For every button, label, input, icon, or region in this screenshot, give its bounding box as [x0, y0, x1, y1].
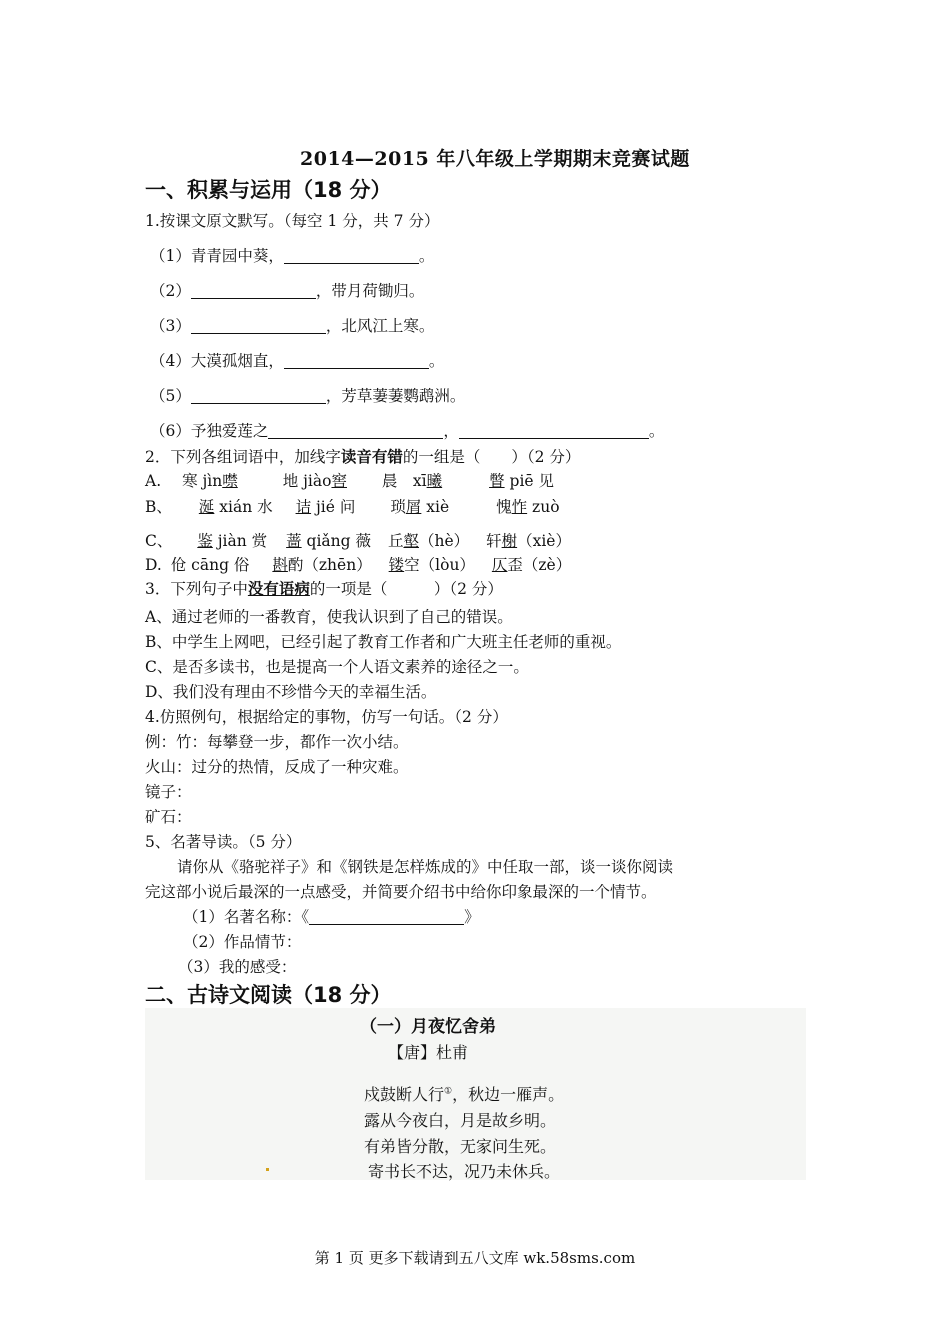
answer-blank[interactable] [191, 387, 326, 404]
q4-ore: 矿石： [145, 808, 192, 826]
q2-stem: 2．下列各组词语中，加线字读音有错的一组是（ ）（2 分） [145, 447, 581, 466]
page-footer: 第 1 页 更多下载请到五八文库 wk.58sms.com [314, 1249, 636, 1267]
q1-item-6: （6）予独爱莲之 ， 。 [150, 422, 665, 440]
q3-stem: 3．下列句子中没有语病的一项是（ ）（2 分） [145, 579, 503, 598]
q5-field-plot: （2）作品情节： [183, 933, 302, 951]
q5-field-title: （1）名著名称：《 》 [183, 908, 480, 926]
q3-option-b: B、中学生上网吧，已经引起了教育工作者和广大班主任老师的重视。 [145, 633, 622, 651]
book-title-blank[interactable] [309, 908, 464, 925]
poem-line-3: 有弟皆分散，无家问生死。 [364, 1137, 557, 1156]
section2-heading: 二、古诗文阅读（18 分） [145, 983, 392, 1007]
poem-author: 【唐】杜甫 [388, 1043, 469, 1062]
q1-item-1: （1）青青园中葵， 。 [150, 247, 435, 265]
poem-line-2: 露从今夜白，月是故乡明。 [364, 1111, 557, 1130]
q1-item-5: （5） ，芳草萋萋鹦鹉洲。 [150, 387, 466, 405]
q4-stem: 4.仿照例句，根据给定的事物，仿写一句话。（2 分） [145, 708, 508, 726]
q5-stem: 5、名著导读。（5 分） [145, 833, 302, 851]
poem-line-1: 戍鼓断人行①，秋边一雁声。 [364, 1085, 565, 1104]
q2-option-b: B、 涎 xián 水 诘 jié 问 琐屑 xiè 愧怍 zuò [145, 498, 560, 516]
q5-paragraph-1: 请你从《骆驼祥子》和《钢铁是怎样炼成的》中任取一部，谈一谈你阅读 [177, 858, 674, 876]
q1-stem: 1.按课文原文默写。（每空 1 分，共 7 分） [145, 212, 440, 230]
answer-blank[interactable] [459, 422, 649, 439]
stray-dot [266, 1168, 269, 1171]
footnote-marker: ① [444, 1086, 453, 1097]
answer-blank[interactable] [284, 247, 419, 264]
q4-example: 例：竹：每攀登一步，都作一次小结。 [145, 733, 409, 751]
q4-volcano: 火山：过分的热情，反成了一种灾难。 [145, 758, 409, 776]
q2-option-c: C、 鉴 jiàn 赏 蔷 qiǎng 薇 丘壑（hè） 轩榭（xiè） [145, 532, 571, 550]
section1-heading: 一、积累与运用（18 分） [145, 178, 392, 202]
q1-item-2: （2） ，带月荷锄归。 [150, 282, 425, 300]
q4-mirror: 镜子： [145, 783, 192, 801]
q5-field-feeling: （3）我的感受： [178, 958, 297, 976]
answer-blank[interactable] [191, 317, 326, 334]
answer-blank[interactable] [268, 422, 443, 439]
q3-option-a: A、通过老师的一番教育，使我认识到了自己的错误。 [145, 608, 513, 626]
q2-option-d: D. 伧 cāng 俗 斟酌（zhēn） 镂空（lòu） 仄歪（zè） [145, 556, 572, 574]
q3-option-d: D、我们没有理由不珍惜今天的幸福生活。 [145, 683, 437, 701]
poem-title: （一）月夜忆舍弟 [360, 1017, 496, 1037]
answer-blank[interactable] [284, 352, 429, 369]
answer-blank[interactable] [191, 282, 316, 299]
page-title: 2014—2015 年八年级上学期期末竞赛试题 [300, 148, 690, 170]
q1-item-4: （4）大漠孤烟直， 。 [150, 352, 445, 370]
q5-paragraph-2: 完这部小说后最深的一点感受，并简要介绍书中给你印象最深的一个情节。 [145, 883, 657, 901]
q1-item-3: （3） ，北风江上寒。 [150, 317, 435, 335]
q2-option-a: A. 寒 jìn噤 地 jiào窖 晨 xī曦 瞥 piē 见 [145, 472, 555, 490]
q3-option-c: C、是否多读书，也是提高一个人语文素养的途径之一。 [145, 658, 529, 676]
poem-line-4: 寄书长不达，况乃未休兵。 [368, 1162, 561, 1181]
